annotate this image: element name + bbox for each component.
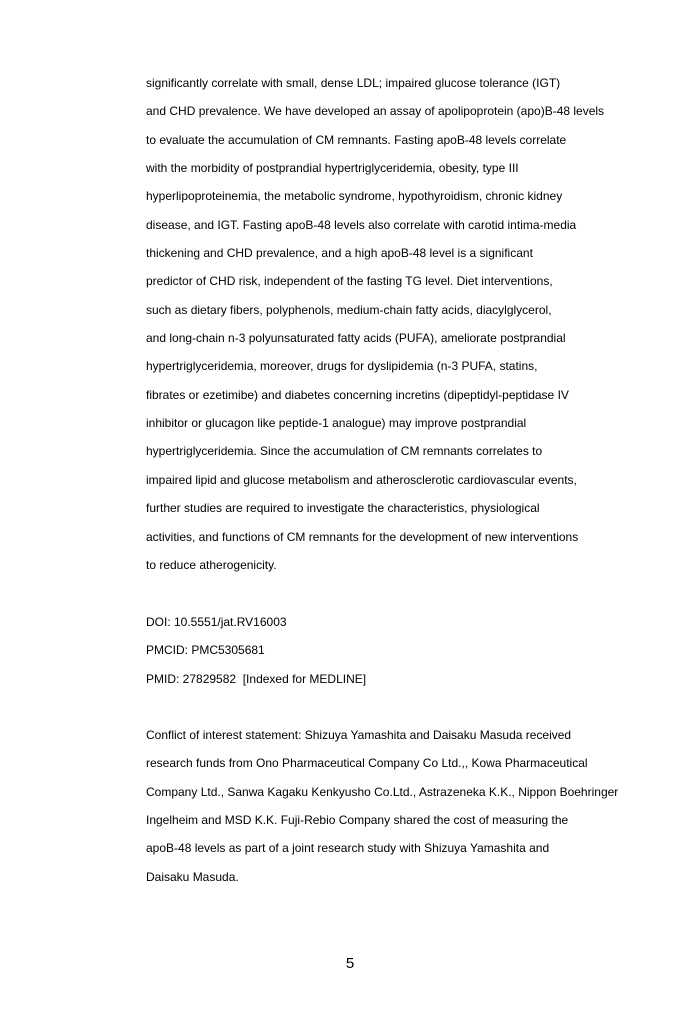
text-line: to reduce atherogenicity.: [146, 557, 277, 572]
pmid: PMID: 27829582 [Indexed for MEDLINE]: [146, 671, 367, 686]
text-line: fibrates or ezetimibe) and diabetes concerning incretins (dipeptidyl-peptidase IV: [146, 387, 569, 402]
pmcid: PMCID: PMC5305681: [146, 643, 265, 658]
text-line: further studies are required to investigate the characteristics, physiological: [146, 501, 540, 516]
abstract-paragraph: [146, 69, 604, 579]
text-line: predictor of CHD risk, independent of the fasting TG level. Diet interventions,: [146, 274, 553, 289]
text-line: Company Ltd., Sanwa Kagaku Kenkyusho Co.Ltd., Astrazeneka K.K., Nippon Boehringer: [146, 784, 619, 799]
page-number: 5: [345, 955, 355, 972]
text-line: such as dietary fibers, polyphenols, medium-chain fatty acids, diacylglycerol,: [146, 302, 552, 317]
text-line: impaired lipid and glucose metabolism and atherosclerotic cardiovascular events,: [146, 472, 577, 487]
text-line: and long-chain n-3 polyunsaturated fatty acids (PUFA), ameliorate postprandial: [146, 331, 566, 346]
doi: DOI: 10.5551/jat.RV16003: [146, 615, 287, 629]
text-line: with the morbidity of postprandial hypertriglyceridemia, obesity, type III: [146, 161, 519, 176]
conflict-of-interest-statement: [146, 721, 618, 891]
text-line: apoB-48 levels as part of a joint research study with Shizuya Yamashita and: [146, 841, 550, 856]
text-line: activities, and functions of CM remnants for the development of new interventions: [146, 529, 579, 544]
text-line: hypertriglyceridemia. Since the accumulation of CM remnants correlates to: [146, 444, 543, 459]
text-line: hyperlipoproteinemia, the metabolic syndrome, hypothyroidism, chronic kidney: [146, 189, 563, 204]
text-line: research funds from Ono Pharmaceutical Company Co Ltd.,, Kowa Pharmaceutical: [146, 756, 588, 771]
identifiers: [146, 608, 366, 693]
text-line: thickening and CHD prevalence, and a high apoB-48 level is a significant: [146, 246, 533, 261]
text-line: to evaluate the accumulation of CM remnants. Fasting apoB-48 levels correlate: [146, 132, 567, 147]
text-line: Daisaku Masuda.: [146, 869, 239, 884]
text-line: hypertriglyceridemia, moreover, drugs for dyslipidemia (n-3 PUFA, statins,: [146, 359, 538, 374]
text-line: significantly correlate with small, dense LDL; impaired glucose tolerance (IGT): [146, 76, 561, 90]
text-line: disease, and IGT. Fasting apoB-48 levels also correlate with carotid intima-media: [146, 217, 577, 232]
text-line: and CHD prevalence. We have developed an assay of apolipoprotein (apo)B-48 levels: [146, 104, 605, 119]
text-line: inhibitor or glucagon like peptide-1 analogue) may improve postprandial: [146, 416, 527, 431]
text-line: Ingelheim and MSD K.K. Fuji-Rebio Company shared the cost of measuring the: [146, 813, 569, 828]
text-line: Conflict of interest statement: Shizuya Yamashita and Daisaku Masuda received: [146, 728, 572, 742]
